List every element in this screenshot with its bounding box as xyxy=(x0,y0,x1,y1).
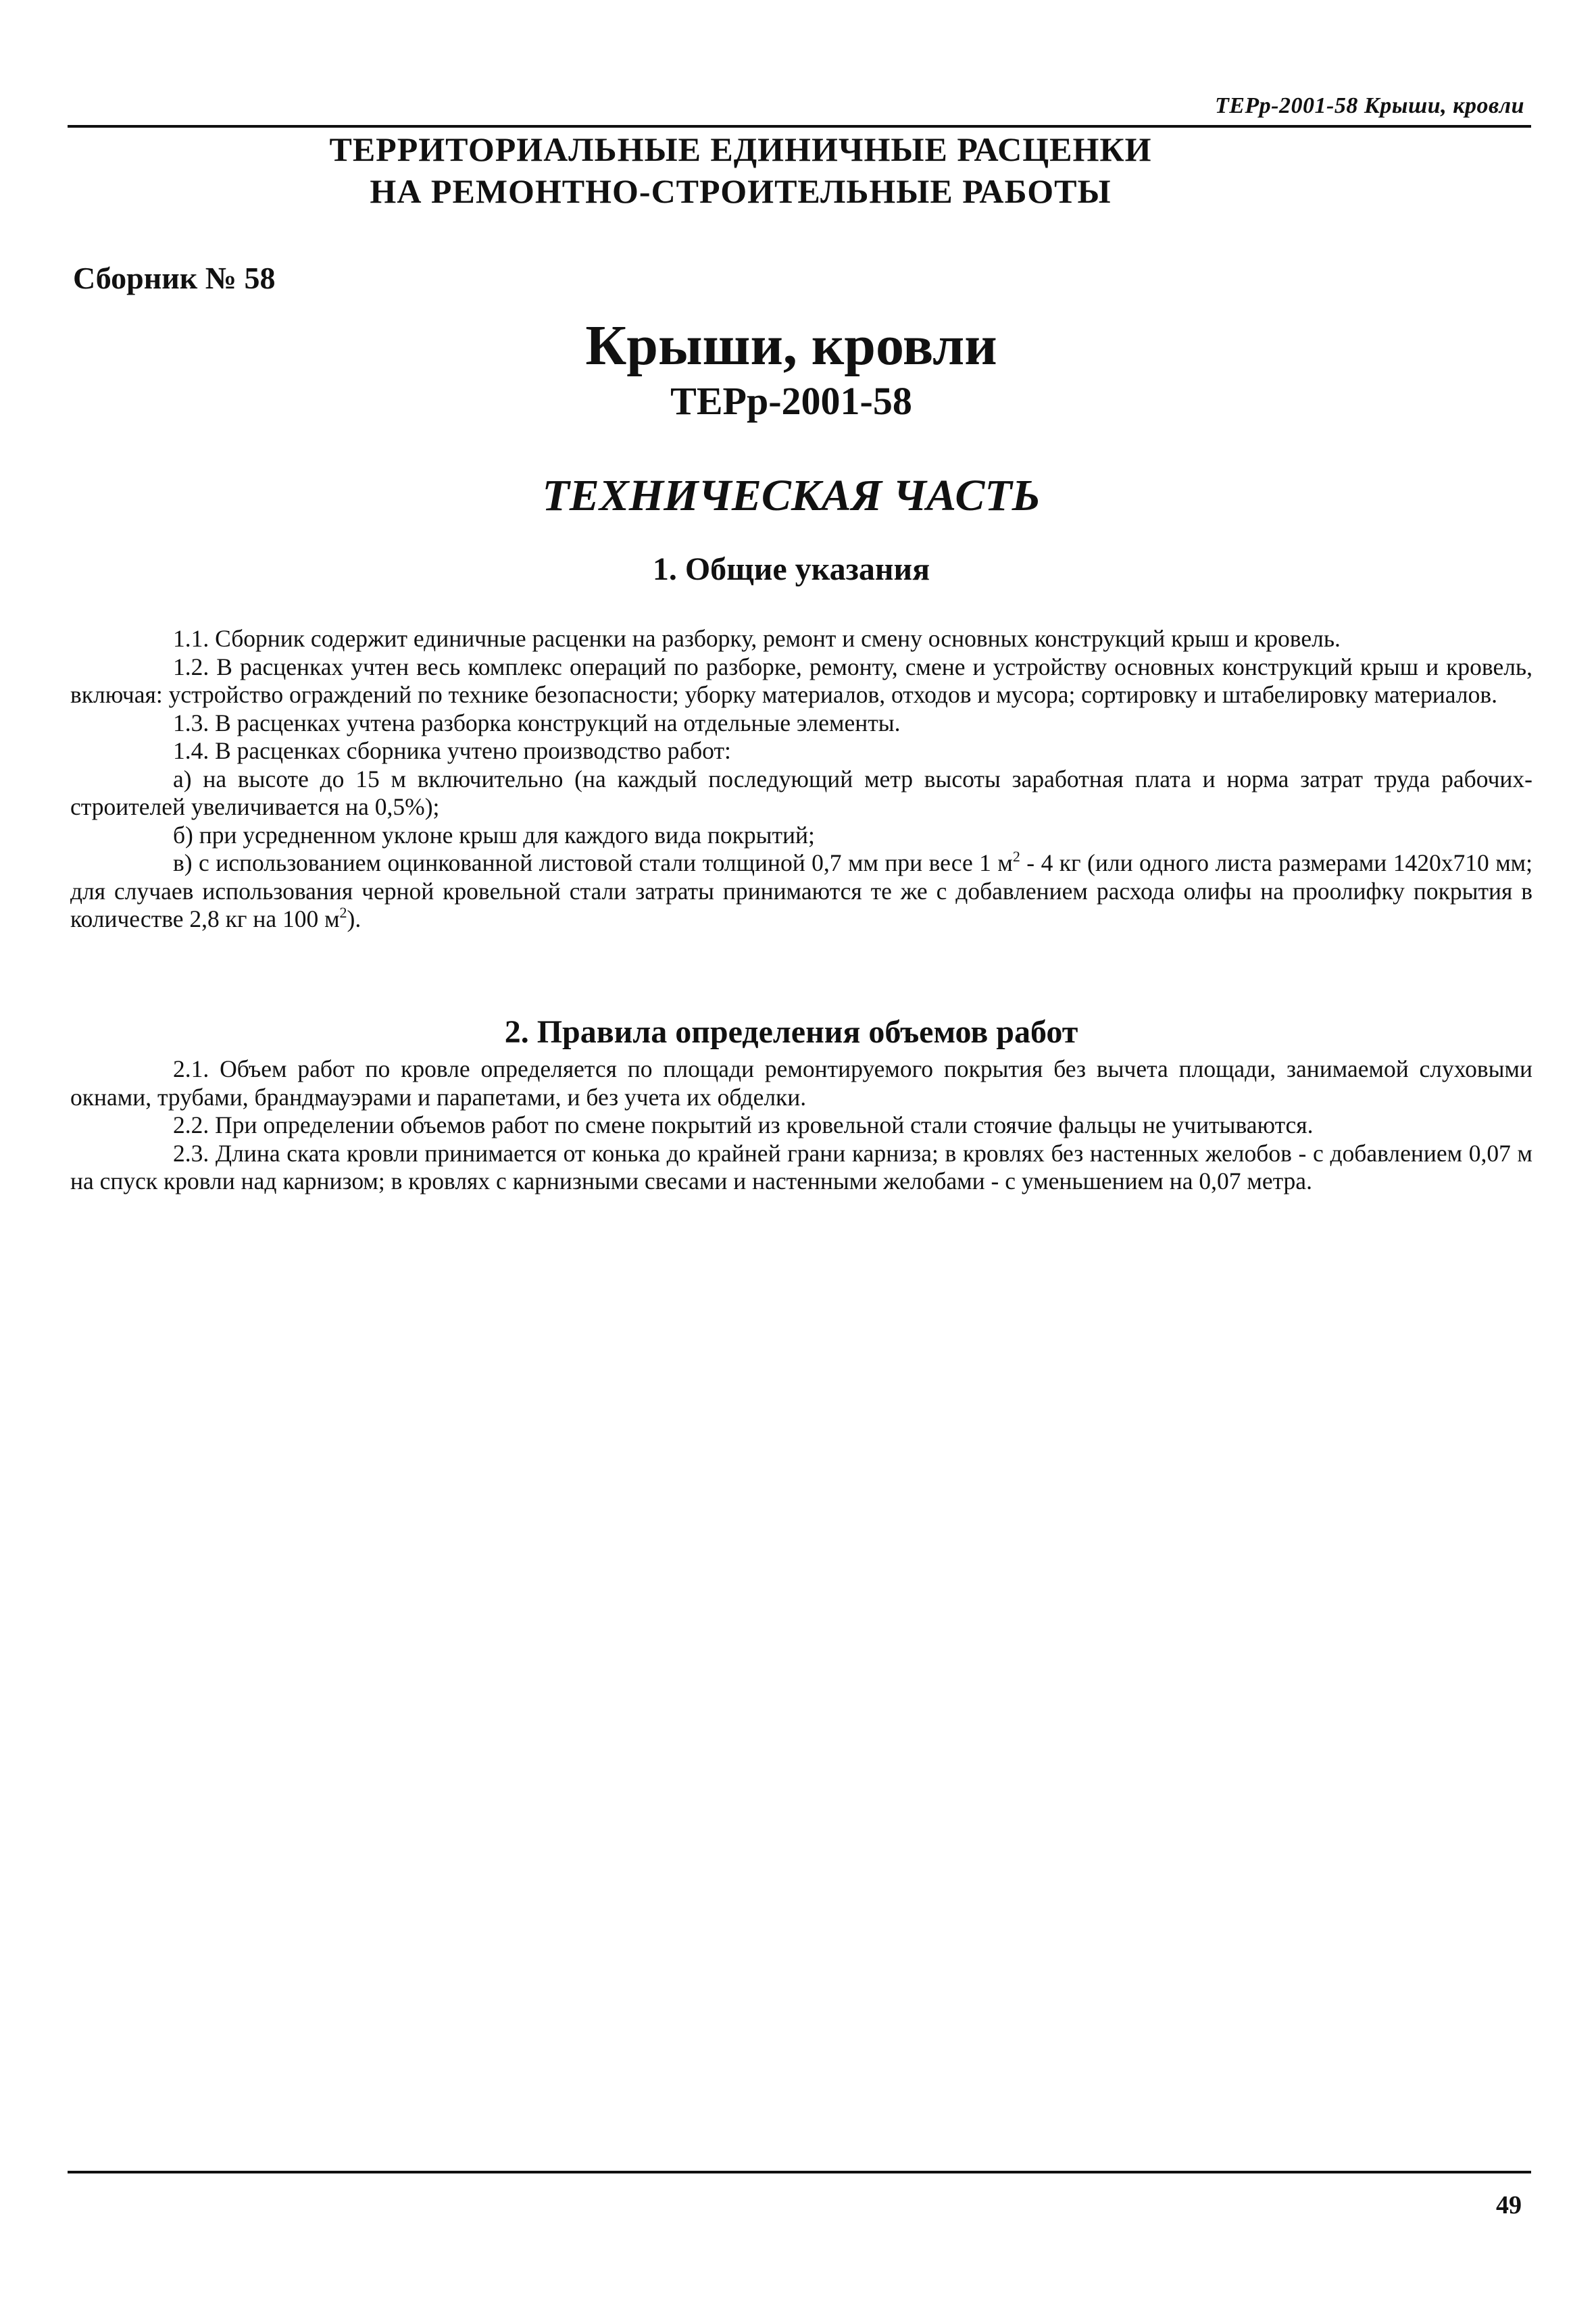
section-1-heading-text: 1. Общие указания xyxy=(652,551,930,587)
paragraph-2-2: 2.2. При определении объемов работ по смене покрытий из кровельной стали стоячие фальцы не учитываются. xyxy=(173,1111,1314,1138)
paragraph-1-4-b: б) при усредненном уклоне крыш для каждого вида покрытий; xyxy=(173,821,815,849)
main-code-text: ТЕРр-2001-58 xyxy=(670,379,912,423)
main-code xyxy=(0,378,1596,424)
paragraph-1-4: 1.4. В расценках сборника учтено производство работ: xyxy=(173,737,731,764)
paragraph-1-2: 1.2. В расценках учтен весь комплекс операций по разборке, ремонту, смене и устройству основных конструкций крыш и кровель, включая: устройство ограждений по технике безопасности; уборку материалов, отходов и мусора; сортировку и штабелировку материалов. xyxy=(70,653,1532,708)
section-2-heading-text: 2. Правила определения объемов работ xyxy=(504,1014,1078,1050)
collection-label: Сборник № 58 xyxy=(73,261,276,295)
paragraph-2-1: 2.1. Объем работ по кровле определяется по площади ремонтируемого покрытия без вычета площади, занимаемой слуховыми окнами, трубами, брандмауэрами и парапетами, и без учета их обделки. xyxy=(70,1055,1532,1111)
paragraph-1-3: 1.3. В расценках учтена разборка конструкций на отдельные элементы. xyxy=(173,709,901,736)
paragraph-1-1: 1.1. Сборник содержит единичные расценки на разборку, ремонт и смену основных конструкций крыш и кровель. xyxy=(173,625,1341,652)
document-title xyxy=(0,128,1596,212)
title-line-2: НА РЕМОНТНО-СТРОИТЕЛЬНЫЕ РАБОТЫ xyxy=(370,172,1112,210)
technical-part-heading xyxy=(0,470,1596,522)
main-title-text: Крыши, кровли xyxy=(585,314,997,377)
section-2-heading xyxy=(0,1013,1596,1051)
page-number: 49 xyxy=(1496,2191,1522,2219)
main-title xyxy=(0,312,1596,380)
paragraph-1-4-c-part1: в) с использованием оцинкованной листовой стали толщиной 0,7 мм при весе 1 м xyxy=(173,849,1013,876)
section-2-body xyxy=(70,1055,1532,1196)
header-rule xyxy=(68,125,1531,128)
paragraph-1-4-c-part2: - 4 кг (или одного листа размерами 1420х710 мм; для случаев использования черной кровельной стали затраты принимаются те же с добавлением расхода олифы на проолифку покрытия в количестве 2,8 кг на 100 м xyxy=(70,849,1532,932)
footer-rule xyxy=(68,2171,1531,2173)
superscript-squared: 2 xyxy=(339,904,347,921)
paragraph-1-4-a: а) на высоте до 15 м включительно (на каждый последующий метр высоты заработная плата и норма затрат труда рабочих-строителей увеличивается на 0,5%); xyxy=(70,765,1532,820)
section-1-body xyxy=(70,625,1532,934)
paragraph-2-3: 2.3. Длина ската кровли принимается от конька до крайней грани карниза; в кровлях без настенных желобов - с добавлением 0,07 м на спуск кровли над карнизом; в кровлях с карнизными свесами и настенными желобами - с уменьшением на 0,07 метра. xyxy=(70,1139,1532,1194)
running-header: ТЕРр-2001-58 Крыши, кровли xyxy=(1214,93,1524,118)
title-line-1: ТЕРРИТОРИАЛЬНЫЕ ЕДИНИЧНЫЕ РАСЦЕНКИ xyxy=(329,130,1152,168)
section-1-heading xyxy=(0,551,1596,588)
technical-part-text: ТЕХНИЧЕСКАЯ ЧАСТЬ xyxy=(542,471,1041,520)
paragraph-1-4-c xyxy=(70,849,1532,934)
superscript-squared: 2 xyxy=(1012,848,1020,865)
paragraph-1-4-c-part3: ). xyxy=(347,905,361,932)
